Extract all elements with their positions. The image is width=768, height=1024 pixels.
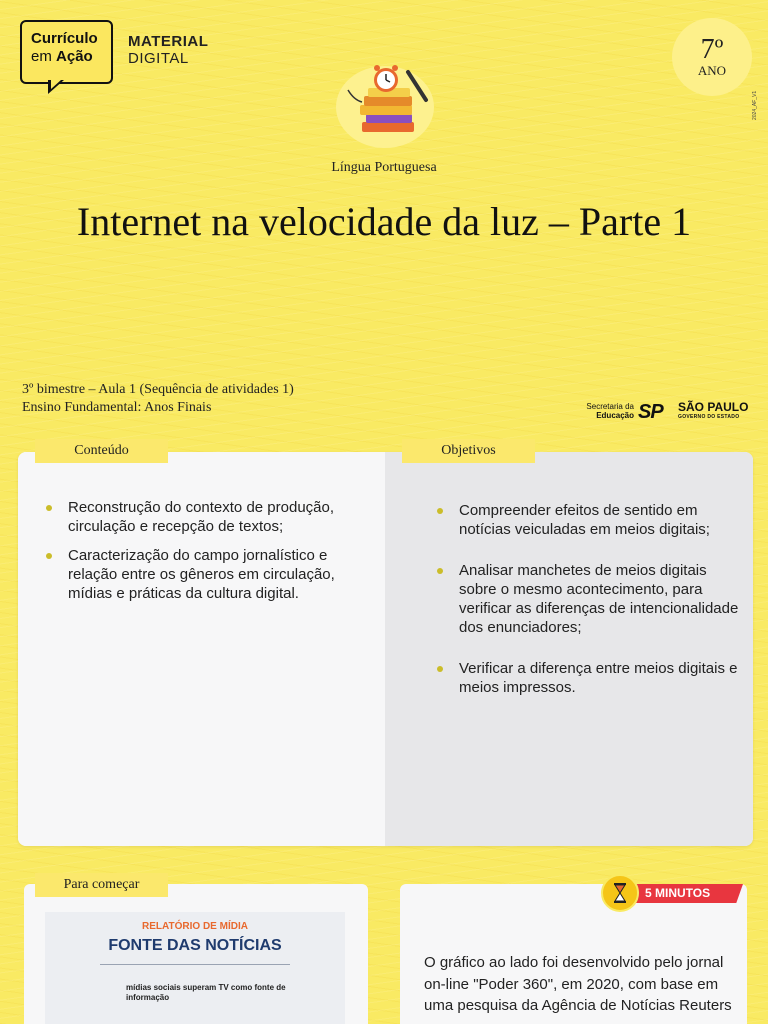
list-item: Caracterização do campo jornalístico e relação entre os gêneros em circulação, mídias e práticas da cultura digital. [44,546,344,603]
list-item: Verificar a diferença entre meios digitais e meios impressos. [435,659,745,697]
material-label: MATERIAL [128,33,209,50]
sp-mark: SP [638,401,663,423]
report-caption: mídias sociais superam TV como fonte de informação [126,983,286,1002]
tab-para-comecar: Para começar [35,873,168,897]
timer-label: 5 MINUTOS [645,886,711,900]
tab-objetivos: Objetivos [402,439,535,463]
hourglass-icon-svg [603,876,637,910]
books-clock-illustration [340,60,434,144]
curriculo-logo-prefix: em [31,48,57,65]
lesson-meta [22,381,294,417]
report-title: FONTE DAS NOTÍCIAS [108,937,282,954]
speech-bubble-tail-fill [51,80,61,89]
list-item: Analisar manchetes de meios digitais sobre o mesmo acontecimento, para verificar as diferenças de intencionalidade dos enunciadores; [435,561,745,637]
sao-paulo-logo [578,400,750,422]
book-purple [366,114,412,123]
sao-paulo-name: SÃO PAULO [678,400,749,414]
grade-label: ANO [697,63,727,78]
lesson-bimester: 3º bimestre – Aula 1 (Sequência de atividades 1) [22,382,294,397]
curriculo-em-acao-logo [20,20,113,84]
digital-label: DIGITAL [128,50,189,67]
grade-number: 7º [700,34,724,65]
pencil [408,72,426,100]
subject-label: Língua Portuguesa [331,160,437,175]
grade-badge [672,18,752,96]
objectives-list [435,501,745,697]
book-orange [364,96,412,106]
intro-paragraph: O gráfico ao lado foi desenvolvido pelo jornal on-line "Poder 360", em 2020, com base em uma pesquisa da Agência de Notícias Reuters [424,954,732,1014]
secretaria-label: Secretaria da Educação [586,402,634,420]
report-kicker: RELATÓRIO DE MÍDIA [142,921,248,932]
book-yellow [360,105,412,115]
curriculo-logo-bold: Ação [56,48,93,65]
curriculo-logo-line1: Currículo [31,30,98,47]
governo-label: GOVERNO DO ESTADO [678,414,740,420]
material-digital-logo [128,33,208,67]
lesson-level: Ensino Fundamental: Anos Finais [22,400,212,415]
book-bottom [362,122,414,132]
hourglass-icon [601,874,639,912]
content-list [44,498,344,613]
document-code: 2024_AF_V1 [752,90,758,120]
tab-conteudo: Conteúdo [35,439,168,463]
curriculo-logo-line2 [31,48,111,66]
list-item: Reconstrução do contexto de produção, circulação e recepção de textos; [44,498,344,536]
list-item: Compreender efeitos de sentido em notícias veiculadas em meios digitais; [435,501,745,539]
report-divider [100,964,290,965]
page-title: Internet na velocidade da luz – Parte 1 [76,199,692,244]
